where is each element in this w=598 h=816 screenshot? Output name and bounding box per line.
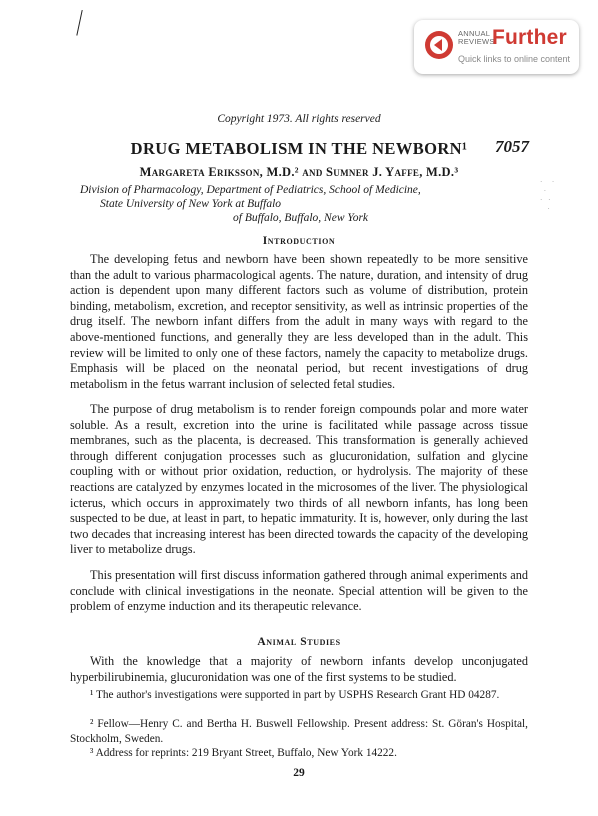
scan-specks: · · · · · ·: [540, 178, 557, 213]
badge-publisher: ANNUAL REVIEWS: [458, 29, 495, 46]
footnote: ¹ The author's investigations were supported in part by USPHS Research Grant HD 04287.: [90, 689, 500, 701]
affiliation-line-3: of Buffalo, Buffalo, New York: [233, 212, 369, 224]
copyright-line: Copyright 1973. All rights reserved: [217, 113, 381, 125]
section-heading-animal-studies: Animal Studies: [257, 636, 341, 648]
section-heading-introduction: Introduction: [262, 235, 336, 247]
paragraph: With the knowledge that a majority of newborn infants develop unconjugated hyperbilirubinemia, glucuronidation was one of the first systems to be studied.: [70, 654, 528, 684]
affiliation-line-2: State University of New York at Buffalo: [100, 198, 282, 210]
author-line: Margareta Eriksson, M.D.² and Sumner J. Yaffe, M.D.³: [139, 165, 459, 179]
further-badge[interactable]: [414, 20, 579, 74]
page-number: 29: [293, 767, 305, 779]
footnote: ³ Address for reprints: 219 Bryant Street, Buffalo, New York 14222.: [90, 747, 397, 759]
badge-title: Further: [492, 26, 567, 49]
pen-mark: [76, 10, 84, 36]
paragraph: The purpose of drug metabolism is to render foreign compounds polar and more water soluble. As a result, excretion into the urine is facilitated while passage across tissue membranes, such as the placenta, is decreased. This transformation is generally achieved through different conjugation processes such as glucuronidation, sulfation and glycine coupling with or without prior oxidation, reduction, or hydrolysis. The majority of these reactions are catalyzed by enzymes located in the microsomes of the liver. The physiological icterus, which occurs in approximately two thirds of all newborn infants, has long been suspected to be due, at least in part, to hepatic immaturity. It is, however, only during the last two decades that increasing interest has been directed towards the capacity of the developing liver to metabolize drugs.: [70, 402, 528, 557]
paragraph: This presentation will first discuss information gathered through animal experiments and conclude with clinical investigations in the neonate. Special attention will be given to the problem of enzyme induction and its therapeutic relevance.: [70, 568, 528, 614]
article-number: 7057: [495, 137, 529, 156]
paragraph: The developing fetus and newborn have been shown repeatedly to be more sensitive than the adult to various pharmacological agents. The nature, duration, and intensity of drug action is dependent upon many different factors such as volume of distribution, protein binding, metabolism, excretion, and receptor sensitivity, as well as intrinsic properties of the drug itself. The newborn infant differs from the adult in many ways with regard to the above-mentioned functions, and generally they are less developed than in the adult. This review will be limited to only one of these factors, namely the capacity to metabolize drugs. Emphasis will be placed on the neonatal period, but recent investigations of drug metabolism in the fetus warrant inclusion of selected fetal studies.: [70, 252, 528, 391]
article-title: DRUG METABOLISM IN THE NEWBORN¹: [130, 139, 468, 158]
affiliation-line-1: Division of Pharmacology, Department of Pediatrics, School of Medicine,: [80, 184, 421, 196]
badge-subtitle: Quick links to online content: [458, 54, 571, 64]
annual-reviews-logo-icon: [424, 30, 454, 60]
footnote: ² Fellow—Henry C. and Bertha H. Buswell Fellowship. Present address: St. Göran's Hospital, Stockholm, Sweden.: [70, 718, 528, 745]
